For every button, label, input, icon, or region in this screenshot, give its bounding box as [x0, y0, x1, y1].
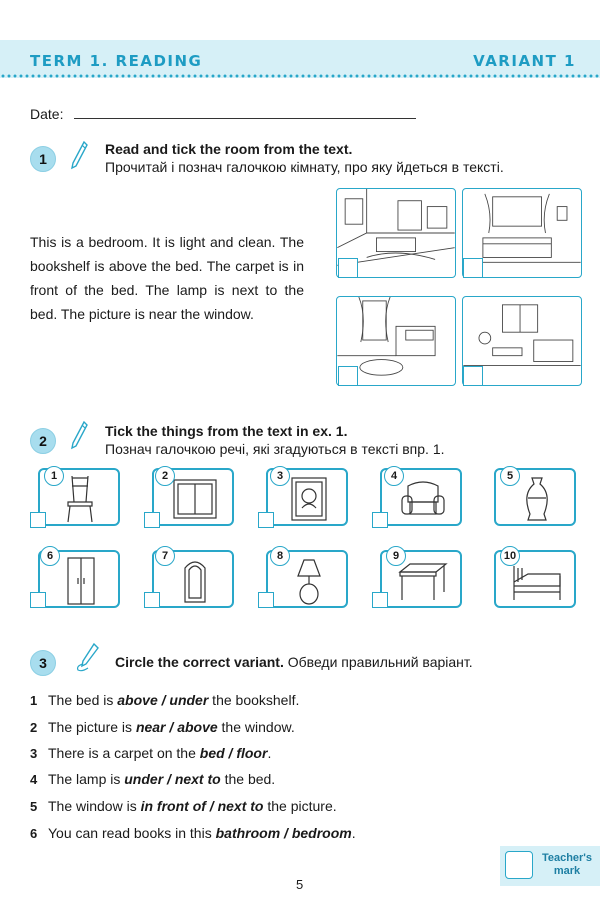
- task2-title: Tick the things from the text in ex. 1.: [105, 423, 348, 439]
- item3-checkbox[interactable]: [258, 512, 274, 528]
- item-number: 8: [270, 546, 290, 566]
- option-b[interactable]: floor: [236, 745, 268, 761]
- option-b[interactable]: under: [169, 692, 209, 708]
- item-number: 1: [44, 466, 64, 486]
- teacher-mark-box[interactable]: [505, 851, 533, 879]
- option-separator: /: [205, 798, 218, 814]
- sentence-3: [30, 745, 271, 761]
- term-title: TERM 1. READING: [30, 52, 203, 70]
- sentence-5: [30, 798, 337, 814]
- sentence-text: You can read books in this: [48, 825, 216, 841]
- sentence-number: 2: [30, 720, 38, 735]
- room2-checkbox[interactable]: [463, 258, 483, 278]
- sentence-text: the window.: [217, 719, 295, 735]
- teacher-mark-line1: Teacher's: [541, 852, 593, 864]
- option-a[interactable]: bathroom: [215, 825, 281, 841]
- sentence-1: [30, 692, 299, 708]
- option-a[interactable]: above: [117, 692, 158, 708]
- sentence-number: 3: [30, 746, 38, 761]
- dotted-divider: [0, 74, 600, 78]
- item-number: 7: [155, 546, 175, 566]
- sentence-text: The bed is: [48, 692, 118, 708]
- page-number: 5: [296, 877, 304, 892]
- pencil-icon: [70, 420, 88, 450]
- sentence-text: the picture.: [263, 798, 337, 814]
- option-separator: /: [280, 825, 292, 841]
- sentence-text: the bed.: [220, 771, 276, 787]
- item-number: 4: [384, 466, 404, 486]
- variant-title: VARIANT 1: [473, 52, 576, 70]
- item-number: 5: [500, 466, 520, 486]
- option-a[interactable]: under: [124, 771, 164, 787]
- item4-checkbox[interactable]: [372, 512, 388, 528]
- sentence-number: 1: [30, 693, 38, 708]
- sentence-4: [30, 771, 275, 787]
- task3-number: 3: [30, 650, 56, 676]
- sentence-text: The lamp is: [48, 771, 125, 787]
- sentence-6: [30, 825, 356, 841]
- task3-title-en: Circle the correct variant.: [115, 654, 284, 670]
- sentence-2: [30, 719, 295, 735]
- teacher-mark-line2: mark: [553, 865, 581, 877]
- pencil-icon: [70, 140, 88, 170]
- option-b[interactable]: above: [177, 719, 218, 735]
- room3-checkbox[interactable]: [338, 366, 358, 386]
- item-number: 10: [500, 546, 520, 566]
- task1-subtitle: Прочитай і познач галочкою кімнату, про яку йдеться в тексті.: [105, 159, 504, 175]
- item6-checkbox[interactable]: [30, 592, 46, 608]
- sentence-text: .: [267, 745, 272, 761]
- sentence-number: 6: [30, 826, 38, 841]
- task1-title: Read and tick the room from the text.: [105, 141, 353, 157]
- task3-title: [115, 654, 473, 670]
- option-separator: /: [163, 771, 175, 787]
- option-a[interactable]: near: [135, 719, 166, 735]
- option-separator: /: [157, 692, 170, 708]
- item2-checkbox[interactable]: [144, 512, 160, 528]
- pen-icon: [74, 642, 100, 672]
- item9-checkbox[interactable]: [372, 592, 388, 608]
- option-a[interactable]: in front of: [140, 798, 206, 814]
- sentence-text: The window is: [48, 798, 141, 814]
- option-b[interactable]: bedroom: [291, 825, 352, 841]
- item-number: 3: [270, 466, 290, 486]
- task3-title-ua: Обведи правильний варіант.: [287, 654, 473, 670]
- date-label: Date:: [30, 106, 64, 122]
- reading-text: This is a bedroom. It is light and clean. The bookshelf is above the bed. The carpet is in front of the bed. The lamp is next to the bed. The picture is near the window.: [30, 234, 304, 322]
- item7-checkbox[interactable]: [144, 592, 160, 608]
- task2-subtitle: Познач галочкою речі, які згадуються в тексті впр. 1.: [105, 441, 445, 457]
- room1-checkbox[interactable]: [338, 258, 358, 278]
- sentence-text: The picture is: [48, 719, 136, 735]
- option-a[interactable]: bed: [199, 745, 225, 761]
- option-b[interactable]: next to: [174, 771, 221, 787]
- task2-number: 2: [30, 428, 56, 454]
- option-b[interactable]: next to: [217, 798, 264, 814]
- sentence-text: There is a carpet on the: [48, 745, 200, 761]
- sentence-text: the bookshelf.: [208, 692, 300, 708]
- sentence-number: 4: [30, 772, 38, 787]
- task1-number: 1: [30, 146, 56, 172]
- sentence-number: 5: [30, 799, 38, 814]
- sentence-text: .: [351, 825, 356, 841]
- item-number: 6: [40, 546, 60, 566]
- item-number: 2: [155, 466, 175, 486]
- item-number: 9: [386, 546, 406, 566]
- item8-checkbox[interactable]: [258, 592, 274, 608]
- room4-checkbox[interactable]: [463, 366, 483, 386]
- date-line[interactable]: [74, 118, 416, 119]
- item1-checkbox[interactable]: [30, 512, 46, 528]
- option-separator: /: [224, 745, 237, 761]
- option-separator: /: [165, 719, 178, 735]
- teacher-mark-label: [536, 852, 598, 878]
